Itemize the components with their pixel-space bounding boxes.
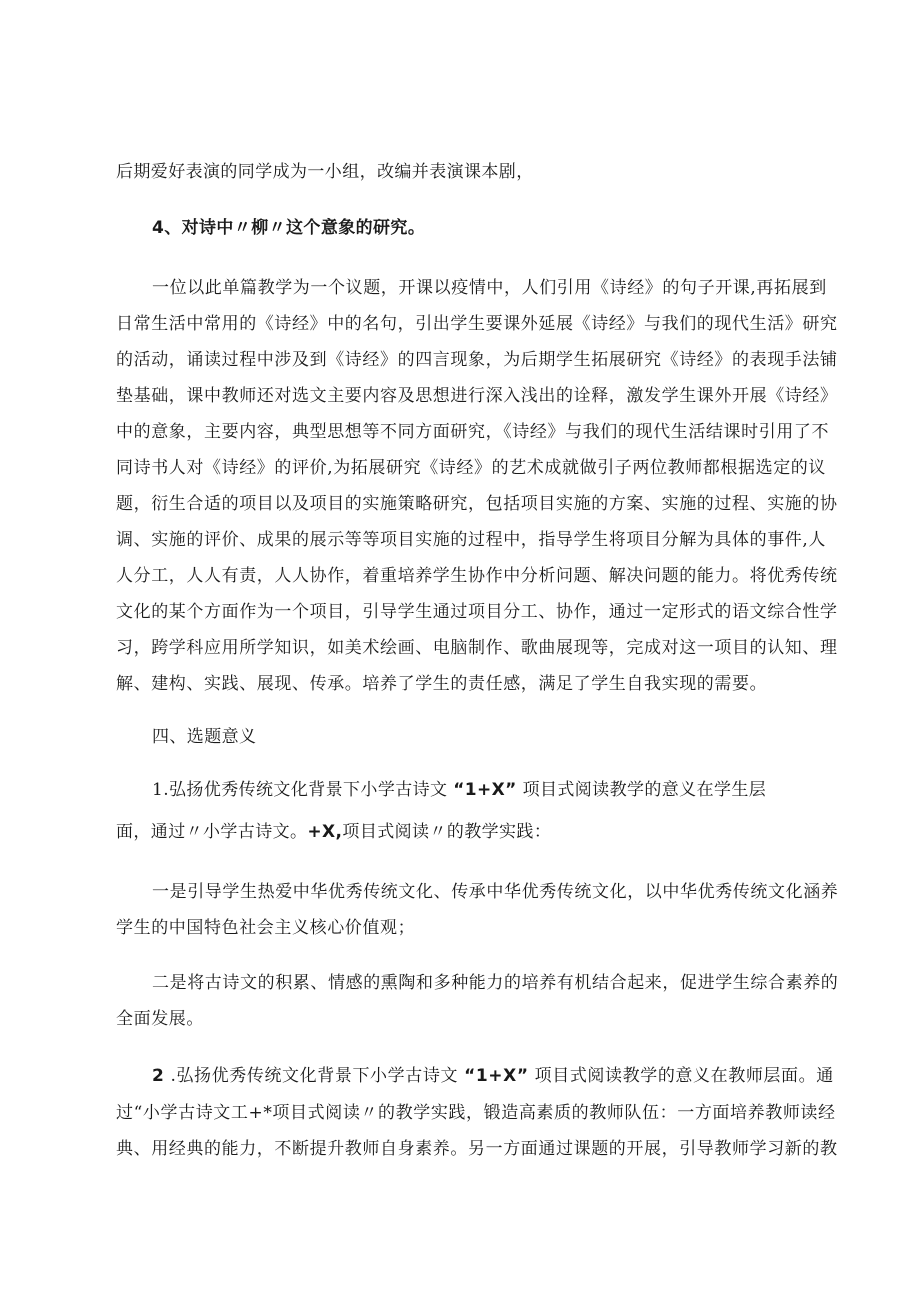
paragraph-line: 一是引导学生热爱中华优秀传统文化、传承中华优秀传统文化，以中华优秀传统文化涵养 — [152, 882, 839, 902]
paragraph-line: 过“小学古诗文工+*项目式阅读〃的教学实践，锻造高素质的教师队伍：一方面培养教师读经 — [116, 1103, 836, 1123]
paragraph-line: 习，跨学科应用所学知识，如美术绘画、电脑制作、歌曲展现等，完成对这一项目的认知、理 — [116, 638, 838, 658]
paragraph-line: 全面发展。 — [116, 1009, 204, 1029]
text-span: 面，通过〃小学古诗文。 — [116, 822, 308, 842]
text-span: 项目式阅读教学的意义在教师层面。通 — [534, 1066, 834, 1086]
paragraph-line: 解、建构、实践、展现、传承。培养了学生的责任感，满足了学生自我实现的需要。 — [116, 674, 768, 694]
paragraph-line: 中的意象，主要内容，典型思想等不同方面研究，《诗经》与我们的现代生活结课时引用了不 — [116, 422, 830, 442]
paragraph-line: 一位以此单篇教学为一个议题，开课以疫情中，人们引用《诗经》的句子开课,再拓展到 — [152, 278, 827, 298]
formula-text: +X, — [307, 822, 343, 842]
paragraph-line: 调、实施的评价、成果的展示等等项目实施的过程中，指导学生将项目分解为具体的事件,人 — [116, 530, 827, 550]
numbered-item-line — [152, 1061, 852, 1086]
formula-text: “1+X” — [464, 1066, 529, 1086]
paragraph-line: 文化的某个方面作为一个项目，引导学生通过项目分工、协作，通过一定形式的语文综合性学 — [116, 602, 838, 622]
paragraph-line: 日常生活中常用的《诗经》中的名句，引出学生要课外延展《诗经》与我们的现代生活》研究 — [116, 314, 838, 334]
paragraph-line: 学生的中国特色社会主义核心价值观； — [116, 918, 416, 938]
section-heading: 四、选题意义 — [152, 727, 257, 747]
paragraph-line: 人分工，人人有责，人人协作，着重培养学生协作中分析问题、解决问题的能力。将优秀传统 — [116, 566, 838, 586]
paragraph-line: 垫基础，课中教师还对选文主要内容及思想进行深入浅出的诠释，激发学生课外开展《诗经》 — [116, 386, 838, 406]
paragraph-line: 的活动，诵读过程中涉及到《诗经》的四言现象，为后期学生拓展研究《诗经》的表现手法铺 — [116, 350, 838, 370]
numbered-item-line — [116, 822, 551, 842]
text-span: 项目式阅读教学的意义在学生层 — [522, 780, 767, 800]
paragraph-line: 二是将古诗文的积累、情感的熏陶和多种能力的培养有机结合起来，促进学生综合素养的 — [152, 973, 839, 993]
text-span: 1.弘扬优秀传统文化背景下小学古诗文 — [152, 780, 448, 800]
numbered-item-line — [152, 780, 766, 800]
formula-text: “1+X” — [453, 780, 517, 800]
paragraph-line: 典、用经典的能力，不断提升教师自身素养。另一方面通过课题的开展，引导教师学习新的教 — [116, 1139, 838, 1159]
list-number: 4、对诗中〃柳〃这个意象的研究。 — [152, 218, 426, 238]
paragraph-line: 题，衍生合适的项目以及项目的实施策略研究，包括项目实施的方案、实施的过程、实施的协 — [116, 494, 838, 514]
text-span: .弘扬优秀传统文化背景下小学古诗文 — [170, 1066, 459, 1086]
list-number: 2 — [152, 1066, 165, 1086]
text-span: 项目式阅读〃的教学实践： — [342, 822, 552, 842]
paragraph-line: 同诗书人对《诗经》的评价,为拓展研究《诗经》的艺术成就做引子两位教师都根据选定的议 — [116, 458, 827, 478]
list-heading — [152, 218, 425, 238]
text-line: 后期爱好表演的同学成为一小组，改编并表演课本剧， — [116, 162, 534, 182]
